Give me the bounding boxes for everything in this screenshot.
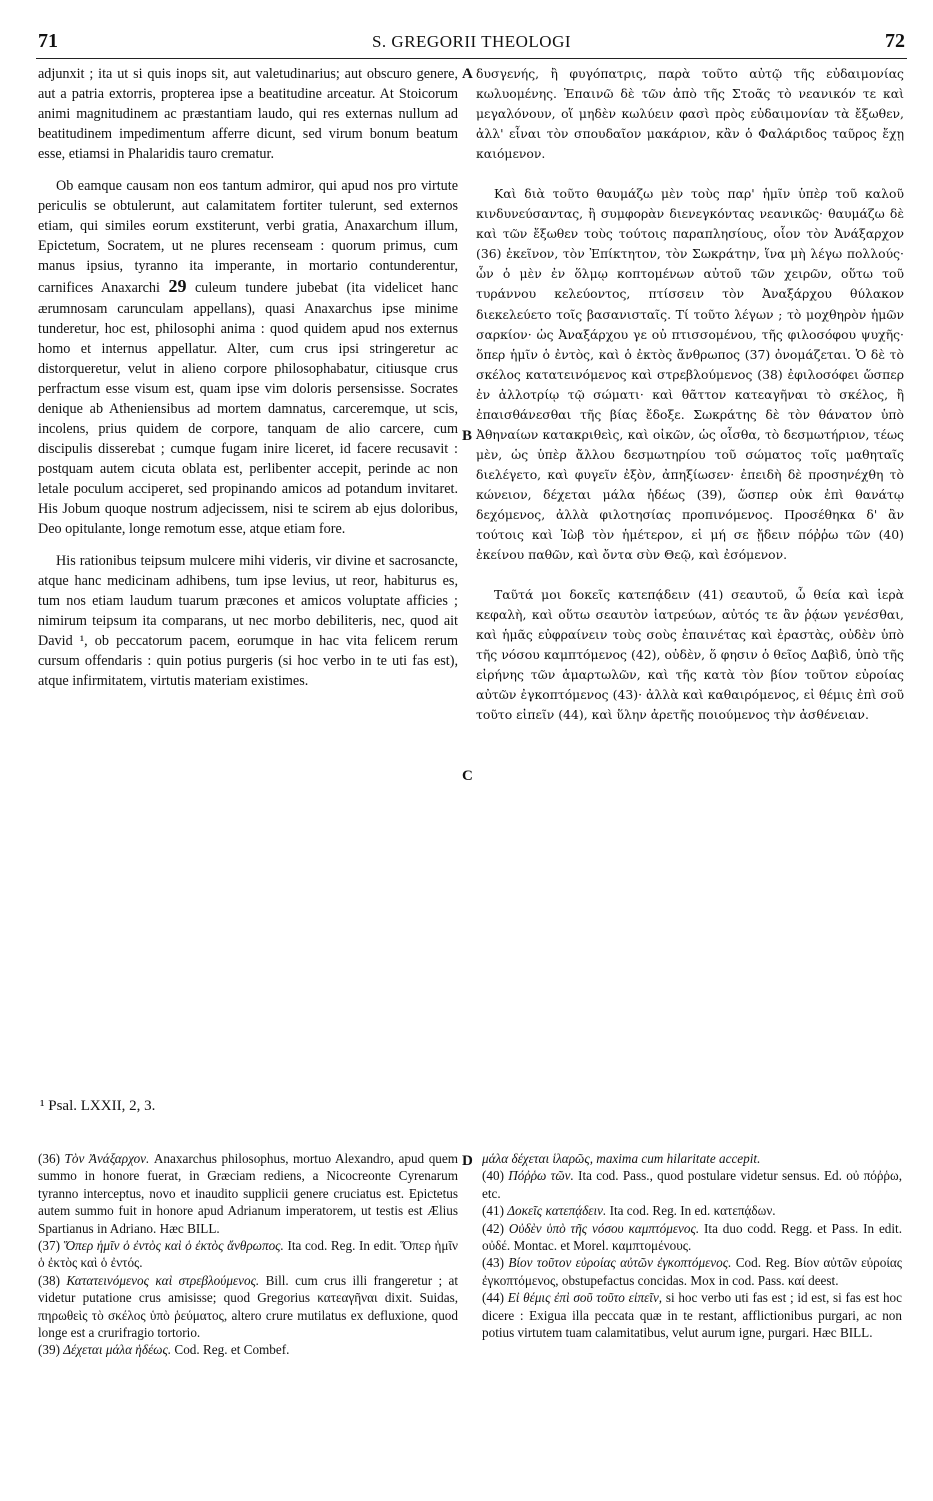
latin-paragraph-2-part-1: Ob eamque causam non eos tantum admiror, qui apud nos pro virtute periculis se obtulerunt, aut calamitatem fortiter tulerunt, sed externos etiam, qui similes eorum exstiterunt, verbi gratia, Anaxarchum illum, Epictetum, Socratem, ut ne plures recenseam : quorum primus, cum manus ipsius, tyranno ita imperante, in mortario contunderentur, carnifices Anaxarchi <box>38 178 458 297</box>
column-number-marker: 29 <box>168 276 187 297</box>
footnotes-right <box>482 1150 902 1341</box>
greek-paragraph-2: Καὶ διὰ τοῦτο θαυμάζω μὲν τοὺς παρ' ἡμῖν ὑπὲρ τοῦ καλοῦ κινδυνεύσαντας, ἢ συμφορὰν διενεγκόντας νεανικῶς· θαυμάζω δὲ καὶ τῶν ἔξωθεν τοὺς τούτοις παραπλησίους, οἷον τὸν Ἀνάξαρχον (36) ἐκεῖνον, τὸν Ἐπίκτητον, τὸν Σωκράτην, ἵνα μὴ λέγω πολλούς· ὧν ὁ μὲν ἐν ὅλμῳ κοπτομένων αὐτοῦ τῶν χειρῶν, οὕτω τοῦ τυράννου κελεύοντος, πτίσσειν τὸν Ἀναξάρχου θύλακον διεκελεύετο τοῖς βασανισταῖς. Τί τοῦτο λέγων ; τὸ μοχθηρὸν ἡμῶν σαρκίον· ὡς Ἀναξάρχου γε οὐ πτισσομένου, τῆς φιλοσόφου ψυχῆς· ὅπερ ἡμῖν ὁ ἐντὸς, καὶ ὁ ἐκτὸς ἄνθρωπος (37) ὀνομάζεται. Ὁ δὲ τὸ σκέλος κατατεινόμενος καὶ στρεβλούμενος (38) ἐφιλοσόφει ὥσπερ ἐν ἀλλοτρίῳ τῷ σώματι· καὶ θᾶττον κατεαγῆναι τὸ σκέλος, ἢ ἐπαισθάνεσθαι τῆς βίας ἔδοξε. Σωκράτης δὲ τὸν θάνατον ὑπὸ Ἀθηναίων κατακριθεὶς, καὶ οἰκῶν, ὡς οἶσθα, τὸ δεσμωτήριον, τέως μὲν, ὡς ὑπὲρ ἄλλου δεσμωτηρίου τοῦ σώματος τοῖς μαθηταῖς διελέγετο, καὶ φυγεῖν ἐξὸν, ἀπηξίωσεν· ἐπειδὴ δὲ προσηνέχθη τὸ κώνειον, δέχεται μάλα ἡδέως (39), ὥσπερ οὐκ ἐπὶ θανάτῳ δεχόμενος, ἀλλὰ φιλοτησίας προπινόμενος. Προσέθηκα δ' ἂν τούτοις καὶ Ἰὼβ τὸν ἡμέτερον, εἰ μή σε ᾔδειν πόῤῥω τῶν (40) ἐκείνου παθῶν, καὶ ὄντα σὺν Θεῷ, καὶ ἐσόμενον. <box>476 186 904 563</box>
page-header <box>38 30 905 54</box>
running-title: S. GREGORII THEOLOGI <box>371 32 572 51</box>
footnote: (39) Δέχεται μάλα ἡδέως. Cod. Reg. et Combef. <box>38 1342 290 1358</box>
margin-letter-b: B <box>462 428 473 444</box>
margin-letter-a: A <box>462 66 473 82</box>
footnote: (42) Οὐδὲν ὑπὸ τῆς νόσου καμπτόμενος. Ita duo codd. Regg. et Pass. In edit. οὐδέ. Montac. et Morel. καμπτομένους. <box>482 1220 903 1254</box>
footnote: (41) Δοκεῖς κατεπᾴδειν. Ita cod. Reg. In ed. κατεπᾴδων. <box>482 1203 776 1219</box>
latin-paragraph-2 <box>38 176 458 539</box>
latin-paragraph-1: adjunxit ; ita ut si quis inops sit, aut valetudinarius; aut obscuro genere, aut a patria extorris, propterea ipse a beatitudine arceatur. At Stoicorum animi magnitudinem ac præstantiam laudo, qui res externas nullum ad beatitudinem impedimentum afferre dicunt, sed virum bonum beatum esse, etiamsi in Phalaridis tauro crematur. <box>38 66 458 163</box>
footnotes-left <box>38 1150 458 1359</box>
page-number-left: 71 <box>38 30 58 52</box>
footnote: (40) Πόῤῥω τῶν. Ita cod. Pass., quod postulare videtur sensus. Ed. οὐ πόῤῥω, etc. <box>482 1168 902 1201</box>
greek-column <box>476 64 904 725</box>
latin-paragraph-3: His rationibus teipsum mulcere mihi videris, vir divine et sacrosancte, atque hanc medicinam adhibens, tum ipse levius, ut reor, habiturus es, tum nos etiam laudum tuarum præcones et amicos voluptate afficies ; nimirum teipsum ita comparans, ut nec morbo debiliteris, nec, quod ait David ¹, ob peccatorum pacem, eorumque in hac vita felicem rerum cursum offendaris : quin potius purgeris (si hoc verbo in te uti fas est), atque infirmitatem, virtutis materiam existimes. <box>38 553 458 690</box>
margin-letter-d: D <box>462 1153 473 1169</box>
footnote: (36) Τὸν Ἀνάξαρχον. Anaxarchus philosophus, mortuo Alexandro, apud quem summo in honore fuerat, in Græciam rediens, a Nicocreonte Cyrenarum tyranno interceptus, novo et inaudito supplicii genere cruciatus est. Epictetus autem summo fuit in honore apud Adrianum imperatorem, ut testis est Ælius Spartianus in Adriano. Hæc BILL. <box>38 1151 458 1236</box>
footnote: (44) Εἰ θέμις ἐπὶ σοῦ τοῦτο εἰπεῖν, si hoc verbo uti fas est ; id est, si fas est hoc dicere : Exigua illa peccata quæ in te restant, afflictionibus purgari, ac non potius virtutem tuam calamitatibus, velut aurum igne, purgari. Hæc BILL. <box>482 1290 902 1341</box>
greek-paragraph-3: Ταῦτά μοι δοκεῖς κατεπᾴδειν (41) σεαυτοῦ, ὦ θεία καὶ ἱερὰ κεφαλὴ, καὶ οὕτω σεαυτὸν ἰατρεύων, αὐτός τε ἂν ῥᾴων γενέσθαι, καὶ ἡμᾶς εὐφραίνειν τοὺς σοὺς ἐπαινέτας καὶ ἐραστὰς, οὐδὲν ὑπὸ τῆς νόσου καμπτόμενος (42), οὐδὲν, ὅ φησιν ὁ θεῖος Δαβὶδ, ὑπὸ τῆς εἰρήνης τῶν ἁμαρτωλῶν, καὶ τῆς κατὰ τὸν βίον τοῦτον εὐροίας αὐτῶν ἐγκοπτόμενος (43)· ἀλλὰ καὶ καθαιρόμενος, εἰ θέμις ἐπὶ σοῦ τοῦτο εἰπεῖν (44), καὶ ὕλην ἀρετῆς ποιούμενος τὴν ἀσθένειαν. <box>476 587 904 723</box>
footnote: μάλα δέχεται ἱλαρῶς, maxima cum hilaritate accepit. <box>482 1151 761 1166</box>
latin-column <box>38 64 458 691</box>
footnote: (37) Ὅπερ ἡμῖν ὁ ἐντὸς καὶ ὁ ἐκτὸς ἄνθρωπος. Ita cod. Reg. In edit. Ὅπερ ἡμῖν ὁ ἐκτὸς καὶ ὁ ἐντός. <box>38 1238 458 1271</box>
footnote: (43) Βίον τοῦτον εὐροίας αὐτῶν ἐγκοπτόμενος. Cod. Reg. Βίον αὐτῶν εὐροίας ἐγκοπτόμενος, obstupefactus concidas. Mox in cod. Pass. καί deest. <box>482 1255 903 1288</box>
footnote: (38) Κατατεινόμενος καὶ στρεβλούμενος. Bill. cum crus illi frangeretur ; at videtur putatione crus amisisse; quod Gregorius κατεαγῆναι dixit. Suidas, πηρωθεὶς τὸ σκέλος ὑπὸ ῥεύματος, altero crure mutilatus ex defluxione, quod longe est a crurifragio tortorio. <box>38 1272 459 1341</box>
header-rule <box>36 58 907 59</box>
page-number-right: 72 <box>885 30 905 52</box>
greek-paragraph-1: δυσγενής, ἢ φυγόπατρις, παρὰ τοῦτο αὐτῷ τῆς εὐδαιμονίας κωλυομένης. Ἐπαινῶ δὲ τῶν ἀπὸ τῆς Στοᾶς τὸ νεανικόν τε καὶ μεγαλόνουν, οἵ μηδὲν κωλύειν φασὶ πρὸς εὐδαιμονίαν τὰ ἔξωθεν, ἀλλ' εἶναι τὸν σπουδαῖον μακάριον, κἂν ὁ Φαλάριδος ταῦρος ἔχῃ καιόμενον. <box>476 66 904 162</box>
latin-paragraph-2-part-2: culeum tundere jubebat (ita videlicet hanc ærumnosam carunculam appellans), quasi Anaxarchus ipse minime tunderetur, hoc est, philosophi anima : quod quidem apud nos externus homo et internus appellatur. Alter, cum crus ipsi stringeretur ac distorqueretur, velut in alieno corpore philosophabatur, citiusque crus perfractum esse visum est, quam ipse vim doloris persensisse. Socrates denique ab Atheniensibus ad mortem damnatus, carceremque, ut scis, incolens, prius quidem de corpore, tanquam de alio carcere, cum discipulis disserebat ; cumque fugam inire liceret, id facere recusavit : postquam autem cicuta oblata est, perlibenter accepit, perinde ac non letale poculum acciperet, sed propinando amicos ad potandum invitaret. His Jobum quoque nostrum adjecissem, nisi te scirem ab ejus doloribus, Deo opitulante, longe remotum esse, atque etiam fore. <box>38 280 459 538</box>
margin-letter-c: C <box>462 768 473 784</box>
scripture-footnote: ¹ Psal. LXXII, 2, 3. <box>40 1098 156 1114</box>
